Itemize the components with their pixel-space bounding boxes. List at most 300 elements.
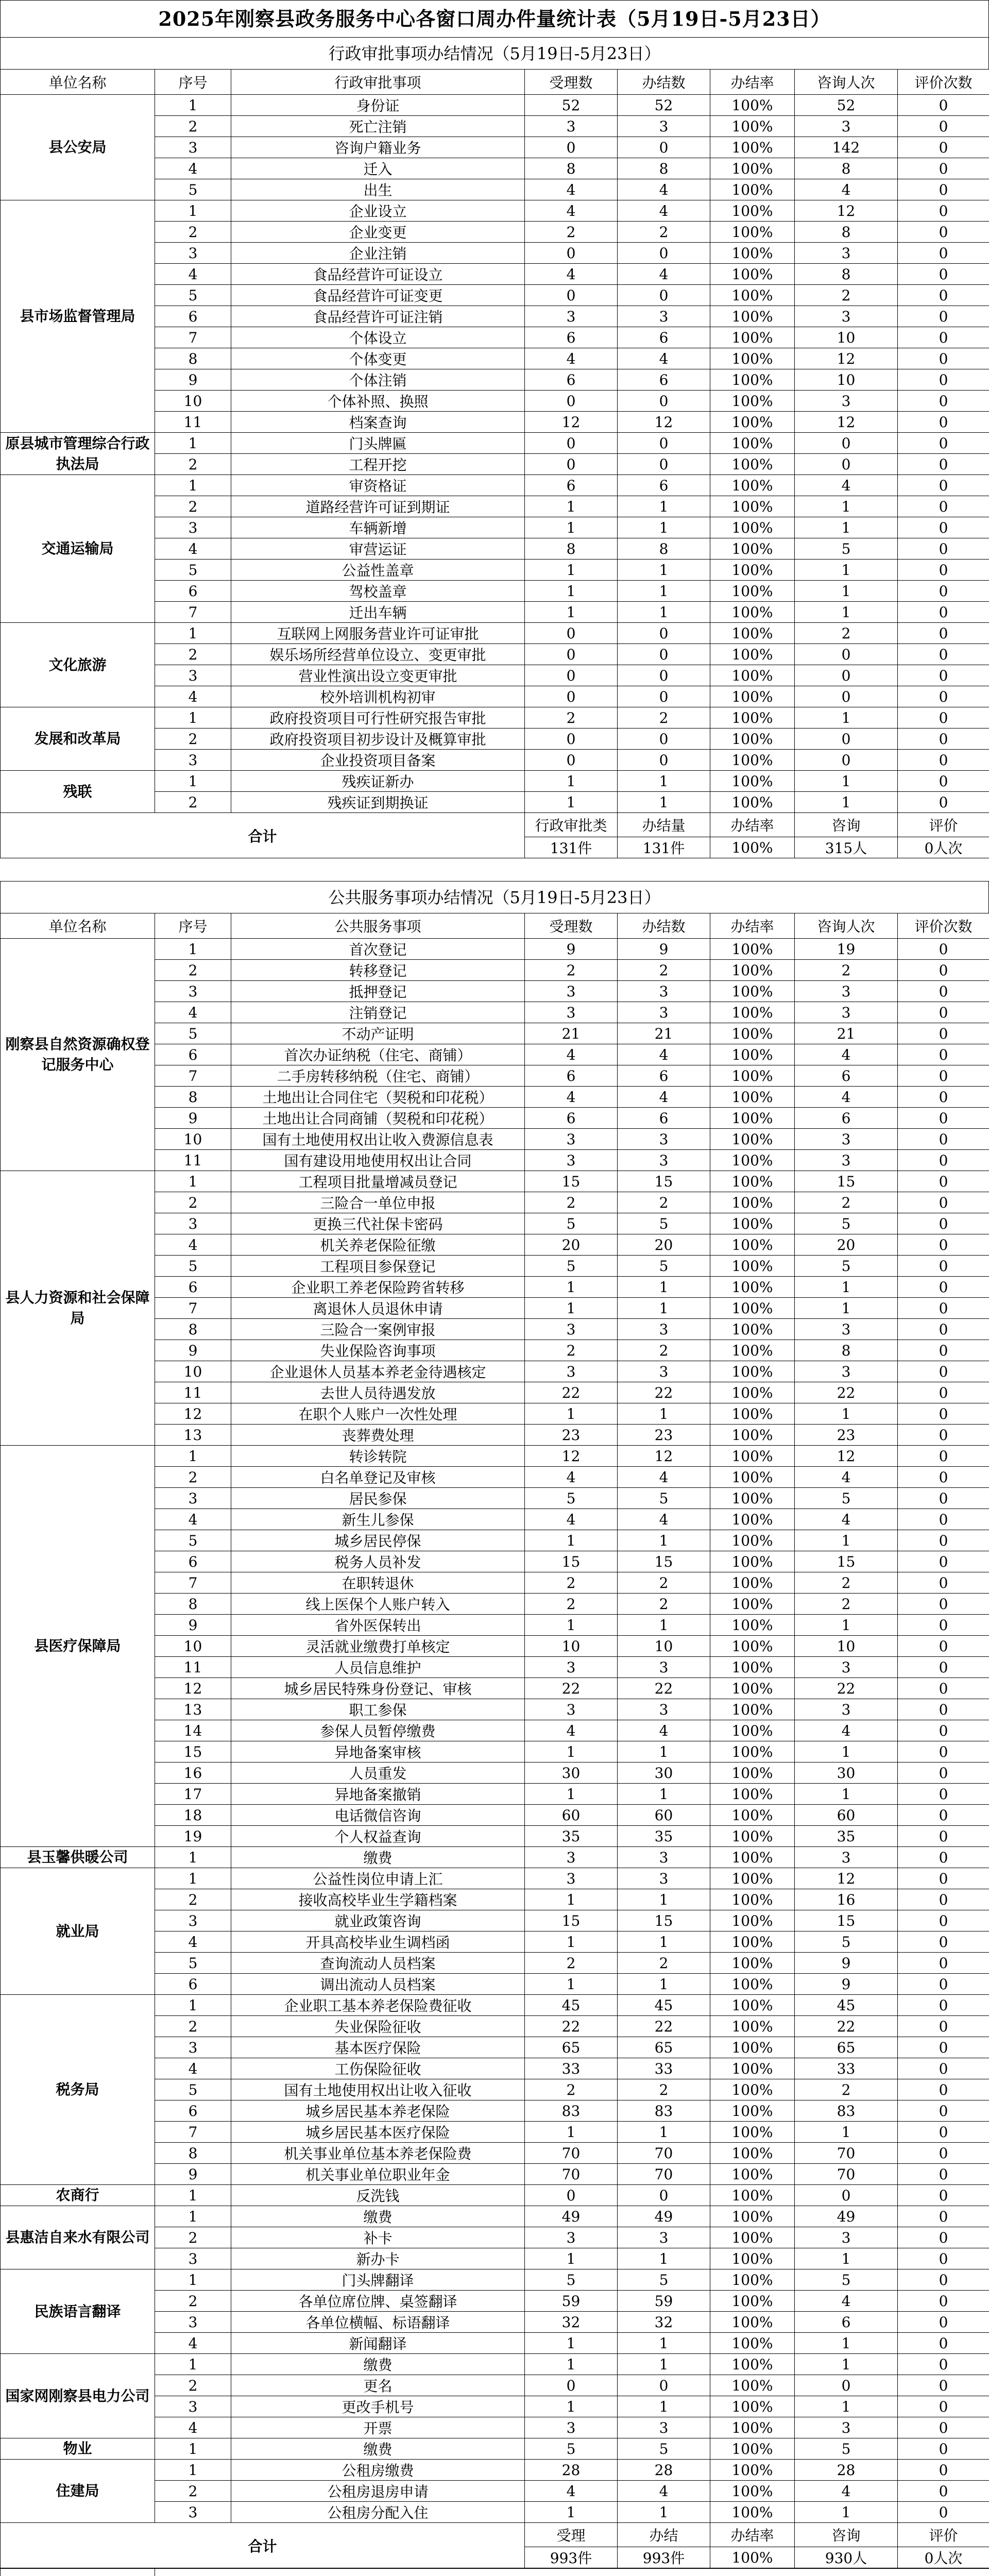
consult-count: 0 <box>795 686 898 707</box>
completed-count: 12 <box>618 412 710 433</box>
consult-count: 2 <box>795 623 898 644</box>
completion-rate: 100% <box>710 264 795 285</box>
consult-count: 5 <box>795 1256 898 1277</box>
row-index: 5 <box>155 1256 231 1277</box>
item-name: 异地备案审核 <box>231 1741 525 1762</box>
admin-section-title: 行政审批事项办结情况（5月19日-5月23日） <box>0 37 989 69</box>
accepted-count: 35 <box>525 1826 618 1847</box>
department-name: 县医疗保障局 <box>1 1446 155 1847</box>
public-service-table <box>0 913 989 2568</box>
completed-count: 2 <box>618 1594 710 1615</box>
consult-count: 12 <box>795 348 898 369</box>
accepted-count: 2 <box>525 1340 618 1361</box>
completed-count: 70 <box>618 2143 710 2164</box>
row-index: 15 <box>155 1741 231 1762</box>
accepted-count: 6 <box>525 475 618 496</box>
column-header: 咨询人次 <box>795 913 898 939</box>
row-index: 1 <box>155 1446 231 1467</box>
row-index: 3 <box>155 137 231 158</box>
consult-count: 10 <box>795 327 898 348</box>
accepted-count: 5 <box>525 2438 618 2460</box>
review-count: 0 <box>898 1044 989 1065</box>
summary-header: 评价 <box>898 813 989 837</box>
completion-rate: 100% <box>710 602 795 623</box>
completed-count: 4 <box>618 179 710 200</box>
accepted-count: 1 <box>525 2333 618 2354</box>
completion-rate: 100% <box>710 475 795 496</box>
accepted-count: 0 <box>525 243 618 264</box>
item-name: 档案查询 <box>231 412 525 433</box>
accepted-count: 3 <box>525 1150 618 1171</box>
completed-count: 0 <box>618 2375 710 2396</box>
completion-rate: 100% <box>710 1340 795 1361</box>
review-count: 0 <box>898 1931 989 1953</box>
completed-count: 4 <box>618 348 710 369</box>
completion-rate: 100% <box>710 2269 795 2291</box>
completed-count: 5 <box>618 2269 710 2291</box>
row-index: 4 <box>155 2417 231 2438</box>
consult-count: 16 <box>795 1889 898 1910</box>
completed-count: 65 <box>618 2037 710 2058</box>
item-name: 企业退休人员基本养老金待遇核定 <box>231 1361 525 1382</box>
review-count: 0 <box>898 243 989 264</box>
review-count: 0 <box>898 1234 989 1256</box>
completion-rate: 100% <box>710 1974 795 1995</box>
consult-count: 3 <box>795 1319 898 1340</box>
column-header: 办结率 <box>710 70 795 95</box>
item-name: 调出流动人员档案 <box>231 1974 525 1995</box>
row-index: 11 <box>155 1150 231 1171</box>
accepted-count: 21 <box>525 1023 618 1044</box>
review-count: 0 <box>898 1446 989 1467</box>
accepted-count: 1 <box>525 771 618 792</box>
accepted-count: 0 <box>525 750 618 771</box>
completion-rate: 100% <box>710 496 795 517</box>
completed-count: 30 <box>618 1762 710 1784</box>
item-name: 个体变更 <box>231 348 525 369</box>
completed-count: 1 <box>618 1277 710 1298</box>
consult-count: 1 <box>795 771 898 792</box>
department-name: 税务局 <box>1 1995 155 2185</box>
completed-count: 3 <box>618 981 710 1002</box>
accepted-count: 2 <box>525 2079 618 2100</box>
completion-rate: 100% <box>710 1065 795 1087</box>
column-header: 办结数 <box>618 913 710 939</box>
accepted-count: 2 <box>525 1953 618 1974</box>
consult-count: 1 <box>795 1784 898 1805</box>
accepted-count: 3 <box>525 1129 618 1150</box>
consult-count: 3 <box>795 2417 898 2438</box>
review-count: 0 <box>898 1615 989 1636</box>
item-name: 补卡 <box>231 2227 525 2248</box>
department-name: 国家网刚察县电力公司 <box>1 2354 155 2438</box>
completed-count: 6 <box>618 369 710 391</box>
completed-count: 60 <box>618 1805 710 1826</box>
completion-rate: 100% <box>710 981 795 1002</box>
department-name: 民族语言翻译 <box>1 2269 155 2354</box>
item-name: 营业性演出设立变更审批 <box>231 665 525 686</box>
accepted-count: 3 <box>525 1699 618 1720</box>
item-name: 更改手机号 <box>231 2396 525 2417</box>
review-count: 0 <box>898 2460 989 2481</box>
completion-rate: 100% <box>710 792 795 813</box>
row-index: 3 <box>155 2502 231 2523</box>
accepted-count: 1 <box>525 1277 618 1298</box>
column-header: 办结率 <box>710 913 795 939</box>
item-name: 公租房分配入住 <box>231 2502 525 2523</box>
consult-count: 1 <box>795 602 898 623</box>
accepted-count: 22 <box>525 1382 618 1403</box>
accepted-count: 6 <box>525 327 618 348</box>
review-count: 0 <box>898 1762 989 1784</box>
accepted-count: 3 <box>525 1847 618 1868</box>
review-count: 0 <box>898 792 989 813</box>
accepted-count: 23 <box>525 1425 618 1446</box>
completed-count: 0 <box>618 285 710 306</box>
accepted-count: 15 <box>525 1910 618 1931</box>
review-count: 0 <box>898 981 989 1002</box>
summary-value: 100% <box>710 837 795 858</box>
accepted-count: 6 <box>525 1108 618 1129</box>
completion-rate: 100% <box>710 158 795 179</box>
accepted-count: 70 <box>525 2164 618 2185</box>
completed-count: 6 <box>618 327 710 348</box>
accepted-count: 1 <box>525 2354 618 2375</box>
item-name: 国有土地使用权出让收入费源信息表 <box>231 1129 525 1150</box>
consult-count: 12 <box>795 412 898 433</box>
item-name: 三险合一案例审报 <box>231 1319 525 1340</box>
department-name: 交通运输局 <box>1 475 155 623</box>
completion-rate: 100% <box>710 2164 795 2185</box>
accepted-count: 2 <box>525 707 618 728</box>
accepted-count: 8 <box>525 158 618 179</box>
completed-count: 4 <box>618 1087 710 1108</box>
accepted-count: 70 <box>525 2143 618 2164</box>
completion-rate: 100% <box>710 2417 795 2438</box>
completed-count: 5 <box>618 1213 710 1234</box>
review-count: 0 <box>898 707 989 728</box>
consult-count: 12 <box>795 1446 898 1467</box>
review-count: 0 <box>898 222 989 243</box>
completion-rate: 100% <box>710 1636 795 1657</box>
completed-count: 0 <box>618 623 710 644</box>
completion-rate: 100% <box>710 1784 795 1805</box>
review-count: 0 <box>898 1256 989 1277</box>
row-index: 5 <box>155 1953 231 1974</box>
row-index: 18 <box>155 1805 231 1826</box>
completion-rate: 100% <box>710 771 795 792</box>
row-index: 6 <box>155 1551 231 1572</box>
consult-count: 9 <box>795 1953 898 1974</box>
review-count: 0 <box>898 517 989 538</box>
consult-count: 6 <box>795 1108 898 1129</box>
consult-count: 5 <box>795 1931 898 1953</box>
review-count: 0 <box>898 116 989 137</box>
row-index: 1 <box>155 1847 231 1868</box>
completion-rate: 100% <box>710 369 795 391</box>
accepted-count: 2 <box>525 1192 618 1213</box>
review-count: 0 <box>898 1129 989 1150</box>
consult-count: 33 <box>795 2058 898 2079</box>
completion-rate: 100% <box>710 1319 795 1340</box>
review-count: 0 <box>898 2016 989 2037</box>
department-name: 县惠洁自来水有限公司 <box>1 2206 155 2269</box>
completed-count: 0 <box>618 2185 710 2206</box>
completed-count: 6 <box>618 475 710 496</box>
completed-count: 4 <box>618 1044 710 1065</box>
item-name: 首次办证纳税（住宅、商铺） <box>231 1044 525 1065</box>
item-name: 居民参保 <box>231 1488 525 1509</box>
accepted-count: 32 <box>525 2312 618 2333</box>
item-name: 死亡注销 <box>231 116 525 137</box>
accepted-count: 0 <box>525 728 618 750</box>
column-header: 序号 <box>155 70 231 95</box>
consult-count: 1 <box>795 1403 898 1425</box>
review-count: 0 <box>898 1572 989 1594</box>
consult-count: 23 <box>795 1425 898 1446</box>
consult-count: 45 <box>795 1995 898 2016</box>
accepted-count: 3 <box>525 1361 618 1382</box>
item-name: 注销登记 <box>231 1002 525 1023</box>
accepted-count: 1 <box>525 1974 618 1995</box>
accepted-count: 0 <box>525 433 618 454</box>
department-name: 县人力资源和社会保障局 <box>1 1171 155 1446</box>
row-index: 7 <box>155 2122 231 2143</box>
completed-count: 8 <box>618 538 710 560</box>
review-count: 0 <box>898 158 989 179</box>
completed-count: 2 <box>618 707 710 728</box>
review-count: 0 <box>898 137 989 158</box>
accepted-count: 3 <box>525 1868 618 1889</box>
consult-count: 3 <box>795 1847 898 1868</box>
row-index: 4 <box>155 1931 231 1953</box>
completion-rate: 100% <box>710 1762 795 1784</box>
consult-count: 4 <box>795 179 898 200</box>
item-name: 机关事业单位基本养老保险费 <box>231 2143 525 2164</box>
item-name: 公益性岗位申请上汇 <box>231 1868 525 1889</box>
department-name: 刚察县自然资源确权登记服务中心 <box>1 939 155 1171</box>
completion-rate: 100% <box>710 2248 795 2269</box>
review-count: 0 <box>898 939 989 960</box>
row-index: 7 <box>155 1065 231 1087</box>
item-name: 个体设立 <box>231 327 525 348</box>
accepted-count: 3 <box>525 1319 618 1340</box>
item-name: 残疾证新办 <box>231 771 525 792</box>
item-name: 职工参保 <box>231 1699 525 1720</box>
summary-header: 受理 <box>525 2523 618 2547</box>
row-index: 5 <box>155 1023 231 1044</box>
completion-rate: 100% <box>710 2502 795 2523</box>
accepted-count: 1 <box>525 581 618 602</box>
item-name: 机关养老保险征缴 <box>231 1234 525 1256</box>
completed-count: 1 <box>618 1403 710 1425</box>
table-row <box>1 2269 989 2291</box>
consult-count: 1 <box>795 2396 898 2417</box>
summary-header: 咨询 <box>795 813 898 837</box>
completed-count: 1 <box>618 1530 710 1551</box>
accepted-count: 4 <box>525 1720 618 1741</box>
consult-count: 1 <box>795 792 898 813</box>
row-index: 5 <box>155 285 231 306</box>
completion-rate: 100% <box>710 1551 795 1572</box>
consult-count: 21 <box>795 1023 898 1044</box>
completed-count: 33 <box>618 2058 710 2079</box>
item-name: 基本医疗保险 <box>231 2037 525 2058</box>
review-count: 0 <box>898 2481 989 2502</box>
consult-count: 8 <box>795 222 898 243</box>
completed-count: 32 <box>618 2312 710 2333</box>
completed-count: 35 <box>618 1826 710 1847</box>
review-count: 0 <box>898 623 989 644</box>
completion-rate: 100% <box>710 2460 795 2481</box>
review-count: 0 <box>898 1551 989 1572</box>
row-index: 1 <box>155 623 231 644</box>
consult-count: 30 <box>795 1762 898 1784</box>
accepted-count: 15 <box>525 1171 618 1192</box>
consult-count: 22 <box>795 1382 898 1403</box>
accepted-count: 12 <box>525 1446 618 1467</box>
row-index: 3 <box>155 2248 231 2269</box>
summary-value: 993件 <box>525 2547 618 2568</box>
item-name: 抵押登记 <box>231 981 525 1002</box>
review-count: 0 <box>898 2291 989 2312</box>
completion-rate: 100% <box>710 517 795 538</box>
consult-count: 3 <box>795 981 898 1002</box>
section-gap <box>0 858 989 881</box>
completion-rate: 100% <box>710 1446 795 1467</box>
review-count: 0 <box>898 2354 989 2375</box>
completed-count: 1 <box>618 771 710 792</box>
completion-rate: 100% <box>710 2227 795 2248</box>
consult-count: 22 <box>795 2016 898 2037</box>
completion-rate: 100% <box>710 2291 795 2312</box>
item-name: 门头牌匾 <box>231 433 525 454</box>
completion-rate: 100% <box>710 391 795 412</box>
item-name: 出生 <box>231 179 525 200</box>
accepted-count: 3 <box>525 1002 618 1023</box>
completion-rate: 100% <box>710 1615 795 1636</box>
consult-count: 3 <box>795 306 898 327</box>
completed-count: 22 <box>618 1678 710 1699</box>
completion-rate: 100% <box>710 2481 795 2502</box>
accepted-count: 83 <box>525 2100 618 2122</box>
review-count: 0 <box>898 306 989 327</box>
completed-count: 2 <box>618 1572 710 1594</box>
completed-count: 70 <box>618 2164 710 2185</box>
row-index: 5 <box>155 179 231 200</box>
row-index: 1 <box>155 939 231 960</box>
review-count: 0 <box>898 1213 989 1234</box>
review-count: 0 <box>898 1065 989 1087</box>
row-index: 9 <box>155 1340 231 1361</box>
completion-rate: 100% <box>710 1150 795 1171</box>
consult-count: 4 <box>795 2291 898 2312</box>
completed-count: 0 <box>618 750 710 771</box>
completion-rate: 100% <box>710 1002 795 1023</box>
row-index: 13 <box>155 1699 231 1720</box>
completed-count: 15 <box>618 1171 710 1192</box>
review-count: 0 <box>898 1784 989 1805</box>
item-name: 娱乐场所经营单位设立、变更审批 <box>231 644 525 665</box>
completed-count: 9 <box>618 939 710 960</box>
summary-header: 办结量 <box>618 813 710 837</box>
table-row <box>1 95 989 116</box>
review-count: 0 <box>898 2185 989 2206</box>
row-index: 2 <box>155 1192 231 1213</box>
completion-rate: 100% <box>710 2333 795 2354</box>
row-index: 4 <box>155 2058 231 2079</box>
consult-count: 0 <box>795 433 898 454</box>
accepted-count: 1 <box>525 2122 618 2143</box>
item-name: 省外医保转出 <box>231 1615 525 1636</box>
row-index: 8 <box>155 348 231 369</box>
completed-count: 2 <box>618 1192 710 1213</box>
row-index: 2 <box>155 1467 231 1488</box>
item-name: 城乡居民停保 <box>231 1530 525 1551</box>
completion-rate: 100% <box>710 2438 795 2460</box>
accepted-count: 65 <box>525 2037 618 2058</box>
completed-count: 3 <box>618 1002 710 1023</box>
item-name: 首次登记 <box>231 939 525 960</box>
completed-count: 2 <box>618 960 710 981</box>
completed-count: 3 <box>618 2227 710 2248</box>
review-count: 0 <box>898 2058 989 2079</box>
consult-count: 142 <box>795 137 898 158</box>
summary-header: 办结率 <box>710 2523 795 2547</box>
row-index: 1 <box>155 1171 231 1192</box>
accepted-count: 2 <box>525 1572 618 1594</box>
completion-rate: 100% <box>710 1129 795 1150</box>
table-row <box>1 623 989 644</box>
completion-rate: 100% <box>710 2185 795 2206</box>
row-index: 4 <box>155 1509 231 1530</box>
completion-rate: 100% <box>710 1087 795 1108</box>
accepted-count: 4 <box>525 1467 618 1488</box>
column-header: 序号 <box>155 913 231 939</box>
completed-count: 20 <box>618 1234 710 1256</box>
public-section-title: 公共服务事项办结情况（5月19日-5月23日） <box>0 881 989 913</box>
row-index: 2 <box>155 2291 231 2312</box>
consult-count: 0 <box>795 454 898 475</box>
consult-count: 15 <box>795 1551 898 1572</box>
completion-rate: 100% <box>710 2037 795 2058</box>
completed-count: 4 <box>618 200 710 222</box>
item-name: 工程项目参保登记 <box>231 1256 525 1277</box>
item-name: 城乡居民特殊身份登记、审核 <box>231 1678 525 1699</box>
review-count: 0 <box>898 1910 989 1931</box>
completed-count: 1 <box>618 1615 710 1636</box>
consult-count: 3 <box>795 1361 898 1382</box>
accepted-count: 9 <box>525 939 618 960</box>
item-name: 就业政策咨询 <box>231 1910 525 1931</box>
summary-value: 0人次 <box>898 837 989 858</box>
accepted-count: 4 <box>525 1509 618 1530</box>
row-index: 5 <box>155 1530 231 1551</box>
completed-count: 3 <box>618 1847 710 1868</box>
review-count: 0 <box>898 2502 989 2523</box>
review-count: 0 <box>898 369 989 391</box>
consult-count: 2 <box>795 285 898 306</box>
item-name: 缴费 <box>231 2206 525 2227</box>
item-name: 土地出让合同商铺（契税和印花税） <box>231 1108 525 1129</box>
row-index: 1 <box>155 1868 231 1889</box>
row-index: 1 <box>155 200 231 222</box>
item-name: 不动产证明 <box>231 1023 525 1044</box>
table-header-row <box>1 913 989 939</box>
grand-total-label <box>1 2569 155 2576</box>
completion-rate: 100% <box>710 1847 795 1868</box>
row-index: 1 <box>155 433 231 454</box>
